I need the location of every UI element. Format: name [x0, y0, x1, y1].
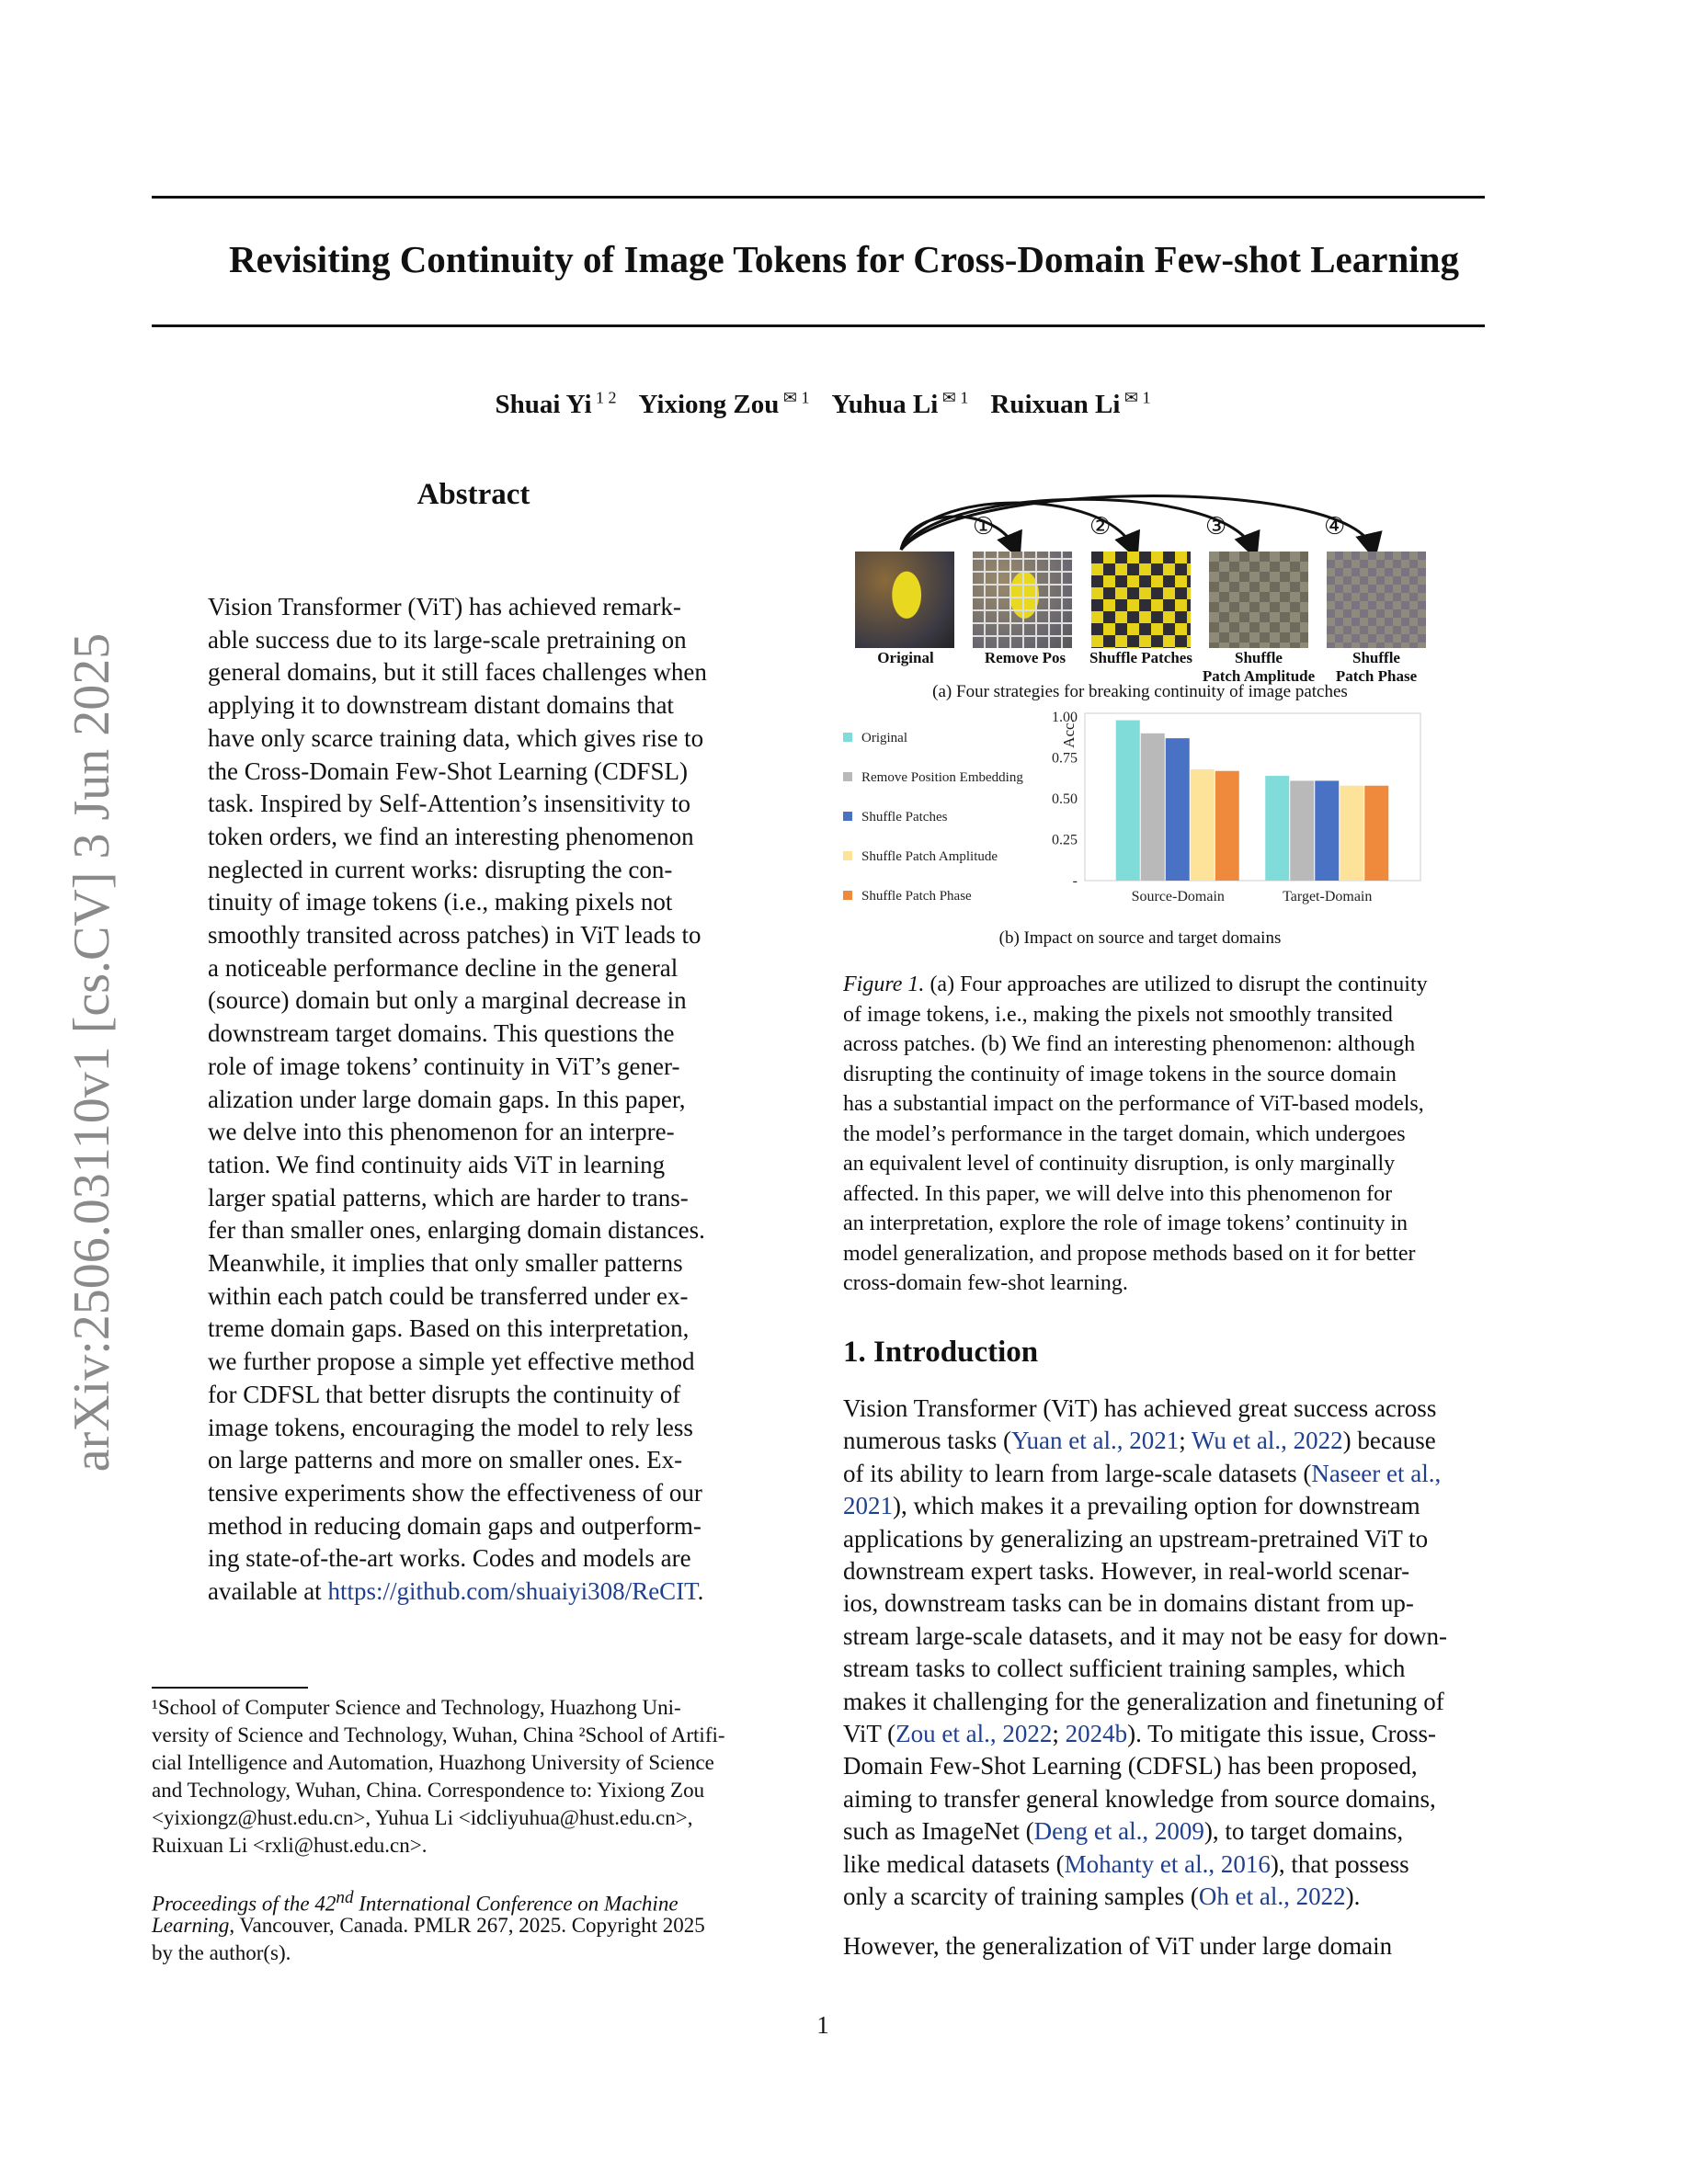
- subfigure-caption-a: (a) Four strategies for breaking continuity of image patches: [932, 682, 1348, 701]
- abstract-heading: Abstract: [416, 478, 530, 511]
- abstract-line-last: [208, 1575, 703, 1608]
- abstract-line: general domains, but it still faces challenges when: [208, 658, 707, 687]
- citation-link[interactable]: Naseer et al.,: [1311, 1459, 1442, 1487]
- y-tick-label: 0.25: [1052, 832, 1078, 848]
- accuracy-bar-chart: [841, 708, 1439, 917]
- intro-text: makes it challenging for the generalization and finetuning of: [843, 1687, 1444, 1715]
- page-number: 1: [816, 2011, 829, 2039]
- arrow-4: [901, 496, 1373, 551]
- thumb-label-remove-pos: Remove Pos: [984, 649, 1066, 666]
- x-tick-label: Source-Domain: [1131, 889, 1225, 904]
- bar-shuffle-patch-phase-target: [1364, 786, 1388, 881]
- legend-swatch: [843, 733, 852, 742]
- author-3: [831, 390, 968, 419]
- chart-canvas: [841, 708, 1439, 917]
- intro-line: [843, 1815, 1403, 1848]
- abstract-line: able success due to its large-scale pretraining on: [208, 625, 687, 654]
- abstract-line: downstream target domains. This questions the: [208, 1019, 675, 1048]
- abstract-text: .: [697, 1577, 704, 1605]
- citation-link[interactable]: Oh et al., 2022: [1198, 1883, 1346, 1910]
- bar-shuffle-patch-phase-source: [1215, 771, 1239, 881]
- author-2: [639, 390, 810, 419]
- intro-text: stream tasks to collect sufficient training samples, which: [843, 1655, 1406, 1683]
- intro-text: applications by generalizing an upstream-pretrained ViT to: [843, 1524, 1429, 1553]
- footnote-rule: [152, 1687, 308, 1689]
- y-tick-label: -: [1072, 873, 1078, 889]
- proceedings-italic: International Conference on Machine: [353, 1892, 679, 1916]
- intro-line: [843, 1783, 1436, 1815]
- code-repository-link[interactable]: https://github.com/shuaiyi308/ReCIT: [327, 1577, 698, 1605]
- legend-swatch: [843, 851, 852, 860]
- legend-label: Original: [861, 731, 907, 745]
- footnote-line: <yixiongz@hust.edu.cn>, Yuhua Li <idcliyuhua@hust.edu.cn>,: [152, 1806, 693, 1829]
- figure-caption-line: the model’s performance in the target domain, which undergoes: [843, 1121, 1406, 1146]
- abstract-line: have only scarce training data, which gives rise to: [208, 723, 704, 752]
- abstract-line: fer than smaller ones, enlarging domain distances.: [208, 1216, 705, 1245]
- author-affiliation-mark: ✉ 1: [779, 388, 810, 406]
- intro-line: [843, 1653, 1405, 1685]
- intro-line: [843, 1686, 1444, 1718]
- title-bottom-rule: [152, 324, 1485, 327]
- original-image-thumb: [855, 552, 954, 648]
- figure-label: Figure 1.: [843, 973, 930, 996]
- citation-link[interactable]: Zou et al., 2022: [895, 1720, 1053, 1747]
- intro-line: [843, 1523, 1428, 1555]
- abstract-line: task. Inspired by Self-Attention’s insensitivity to: [208, 790, 690, 818]
- intro-text: ), which makes it a prevailing option for downstream: [893, 1492, 1420, 1520]
- author-name: Yixiong Zou: [638, 389, 780, 419]
- bar-remove-position-embedding-target: [1290, 780, 1314, 881]
- intro-text: Vision Transformer (ViT) has achieved great success across: [843, 1394, 1437, 1422]
- x-tick-label: Target-Domain: [1283, 889, 1373, 904]
- footnote-line: versity of Science and Technology, Wuhan, China ²School of Artifi-: [152, 1723, 725, 1746]
- arrow-3: [901, 499, 1253, 550]
- thumb-label-shuffle-phase: Shuffle Patch Phase: [1335, 649, 1418, 685]
- bar-original-source: [1116, 721, 1140, 881]
- intro-line: [843, 1848, 1409, 1881]
- abstract-line: smoothly transited across patches) in ViT leads to: [208, 921, 701, 949]
- figure-caption-text: (a) Four approaches are utilized to disrupt the continuity: [930, 973, 1428, 996]
- legend-swatch: [843, 891, 852, 900]
- legend-label: Shuffle Patch Amplitude: [861, 849, 998, 864]
- abstract-line: we delve into this phenomenon for an interpre-: [208, 1118, 675, 1146]
- abstract-line: image tokens, encouraging the model to rely less: [208, 1413, 693, 1441]
- abstract-line: for CDFSL that better disrupts the continuity of: [208, 1380, 681, 1408]
- intro-text: ), to target domains,: [1203, 1817, 1404, 1846]
- thumb-label-shuffle-patches: Shuffle Patches: [1089, 649, 1192, 666]
- intro-line: [843, 1750, 1418, 1782]
- intro-text: such as ImageNet (: [843, 1817, 1034, 1846]
- abstract-line: we further propose a simple yet effective method: [208, 1348, 695, 1376]
- strategy-number-3: ③: [1205, 513, 1227, 540]
- bar-remove-position-embedding-source: [1141, 734, 1165, 881]
- figure-caption-line: an interpretation, explore the role of image tokens’ continuity in: [843, 1211, 1409, 1235]
- intro-line: [843, 1555, 1409, 1587]
- figure-caption-line: of image tokens, i.e., making the pixels not smoothly transited: [843, 1002, 1393, 1027]
- intro-text: of its ability to learn from large-scale datasets (: [843, 1459, 1312, 1487]
- y-tick-label: 0.50: [1052, 791, 1078, 807]
- footnote-line: and Technology, Wuhan, China. Correspondence to: Yixiong Zou: [152, 1779, 705, 1802]
- abstract-line: tation. We find continuity aids ViT in learning: [208, 1150, 666, 1178]
- proceedings-italic: Proceedings of the 42: [152, 1892, 336, 1916]
- intro-text: ) because: [1342, 1427, 1436, 1455]
- subfigure-caption-b: (b) Impact on source and target domains: [998, 928, 1282, 948]
- bar-shuffle-patches-target: [1315, 780, 1339, 881]
- author-name: Yuhua Li: [831, 389, 939, 419]
- intro-text: ViT (: [843, 1720, 896, 1747]
- strategy-number-4: ④: [1324, 513, 1346, 540]
- abstract-line: Meanwhile, it implies that only smaller patterns: [208, 1249, 683, 1277]
- introduction-paragraph-2: However, the generalization of ViT under large domain: [843, 1932, 1393, 1960]
- figure-caption-line: has a substantial impact on the performance of ViT-based models,: [843, 1092, 1424, 1116]
- strategy-number-2: ②: [1089, 513, 1112, 540]
- proceedings-line: [152, 1912, 705, 1939]
- shuffle-phase-thumb: [1327, 552, 1426, 648]
- proceedings-italic: Learning: [152, 1914, 230, 1937]
- intro-text: ;: [1179, 1427, 1192, 1455]
- ordinal-suffix: nd: [336, 1888, 354, 1907]
- author-affiliation-mark: 1 2: [591, 388, 617, 406]
- intro-text: like medical datasets (: [843, 1849, 1065, 1878]
- footnote-line: ¹School of Computer Science and Technology, Huazhong Uni-: [152, 1696, 681, 1719]
- citation-link[interactable]: 2021: [843, 1492, 893, 1520]
- abstract-line: role of image tokens’ continuity in ViT’s gener-: [208, 1052, 680, 1080]
- abstract-line: neglected in current works: disrupting the con-: [208, 855, 673, 883]
- bar-shuffle-patch-amplitude-source: [1191, 769, 1215, 881]
- intro-line: [843, 1718, 1436, 1750]
- abstract-line: Vision Transformer (ViT) has achieved remark-: [208, 593, 681, 620]
- abstract-line: treme domain gaps. Based on this interpretation,: [208, 1314, 690, 1343]
- intro-text: ios, downstream tasks can be in domains distant from up-: [843, 1589, 1414, 1618]
- legend-swatch: [843, 812, 852, 821]
- bar-shuffle-patches-source: [1166, 738, 1190, 881]
- citation-link[interactable]: Yuan et al., 2021: [1010, 1427, 1180, 1455]
- strategy-arrows: [841, 478, 1439, 561]
- abstract-line: on large patterns and more on smaller ones. Ex-: [208, 1446, 683, 1474]
- bar-shuffle-patch-amplitude-target: [1340, 786, 1363, 881]
- intro-line: [843, 1490, 1420, 1522]
- intro-text: Domain Few-Shot Learning (CDFSL) has been proposed,: [843, 1752, 1418, 1780]
- author-affiliation-mark: ✉ 1: [938, 388, 969, 406]
- footnote-line: cial Intelligence and Automation, Huazhong University of Science: [152, 1751, 714, 1774]
- abstract-line: token orders, we find an interesting phenomenon: [208, 822, 694, 850]
- intro-text: ). To mitigate this issue, Cross-: [1127, 1720, 1436, 1747]
- legend-label: Remove Position Embedding: [861, 770, 1023, 785]
- author-name: Shuai Yi: [495, 389, 592, 419]
- shuffle-patches-thumb: [1091, 552, 1191, 648]
- figure-caption-line: [843, 970, 1428, 1000]
- thumb-label-original: Original: [877, 649, 934, 666]
- figure-caption-line: across patches. (b) We find an interesting phenomenon: although: [843, 1032, 1416, 1056]
- figure-caption-line: affected. In this paper, we will delve into this phenomenon for: [843, 1181, 1393, 1206]
- author-list: [0, 388, 1646, 420]
- abstract-line: ing state-of-the-art works. Codes and models are: [208, 1544, 691, 1573]
- abstract-line: tensive experiments show the effectiveness of our: [208, 1478, 702, 1507]
- figure-caption-line: cross-domain few-shot learning.: [843, 1271, 1128, 1295]
- strategy-number-1: ①: [973, 513, 995, 540]
- intro-line: [843, 1393, 1436, 1425]
- abstract-line: method in reducing domain gaps and outperform-: [208, 1511, 701, 1540]
- intro-text: ).: [1345, 1883, 1361, 1910]
- proceedings-text: , Vancouver, Canada. PMLR 267, 2025. Copyright 2025: [229, 1914, 705, 1937]
- abstract-line: the Cross-Domain Few-Shot Learning (CDFSL): [208, 756, 688, 785]
- figure-caption-line: model generalization, and propose methods based on it for better: [843, 1241, 1416, 1266]
- section-heading-introduction: 1. Introduction: [843, 1336, 1039, 1369]
- citation-link[interactable]: 2024b: [1065, 1720, 1128, 1747]
- intro-text: ;: [1052, 1720, 1066, 1747]
- author-affiliation-mark: ✉ 1: [1120, 388, 1151, 406]
- abstract-line: alization under large domain gaps. In this paper,: [208, 1085, 686, 1113]
- citation-link[interactable]: Wu et al., 2022: [1191, 1427, 1343, 1455]
- abstract-line: within each patch could be transferred under ex-: [208, 1281, 689, 1310]
- legend-swatch: [843, 772, 852, 781]
- intro-line: [843, 1621, 1447, 1653]
- abstract-line: a noticeable performance decline in the general: [208, 953, 679, 982]
- figure-caption-line: an equivalent level of continuity disruption, is only marginally: [843, 1152, 1396, 1176]
- y-axis-label: Acc.: [1060, 719, 1078, 748]
- intro-line: [843, 1425, 1436, 1457]
- author-4: [990, 390, 1150, 419]
- author-1: [495, 390, 616, 419]
- abstract-line: larger spatial patterns, which are harder to trans-: [208, 1183, 689, 1211]
- intro-text: downstream expert tasks. However, in real-world scenar-: [843, 1557, 1410, 1585]
- figure-caption-line: disrupting the continuity of image tokens in the source domain: [843, 1062, 1397, 1086]
- citation-link[interactable]: Deng et al., 2009: [1033, 1817, 1204, 1846]
- abstract-line: (source) domain but only a marginal decrease in: [208, 986, 687, 1015]
- y-tick-label: 1.00: [1052, 710, 1078, 725]
- y-tick-label: 0.75: [1052, 750, 1078, 767]
- proceedings-line: by the author(s).: [152, 1941, 291, 1964]
- intro-text: stream large-scale datasets, and it may not be easy for down-: [843, 1621, 1448, 1650]
- legend-label: Shuffle Patches: [861, 810, 948, 825]
- thumb-label-shuffle-amplitude: Shuffle Patch Amplitude: [1202, 649, 1316, 685]
- intro-text: aiming to transfer general knowledge from source domains,: [843, 1784, 1436, 1813]
- abstract-text: available at: [208, 1577, 328, 1605]
- legend-label: Shuffle Patch Phase: [861, 889, 972, 904]
- intro-text: ), that possess: [1270, 1849, 1409, 1878]
- bar-original-target: [1265, 776, 1289, 881]
- footnote-line: Ruixuan Li <rxli@hust.edu.cn>.: [152, 1834, 428, 1857]
- remove-pos-thumb: [973, 552, 1072, 648]
- figure-strategies: [841, 478, 1439, 708]
- title-top-rule: [152, 196, 1485, 199]
- shuffle-amplitude-thumb: [1209, 552, 1308, 648]
- abstract-line: applying it to downstream distant domains that: [208, 691, 674, 720]
- author-name: Ruixuan Li: [990, 389, 1121, 419]
- intro-text: only a scarcity of training samples (: [843, 1883, 1199, 1910]
- intro-line: [843, 1881, 1360, 1913]
- intro-text: numerous tasks (: [843, 1427, 1011, 1455]
- citation-link[interactable]: Mohanty et al., 2016: [1064, 1849, 1271, 1878]
- paper-title: Revisiting Continuity of Image Tokens for Cross-Domain Few-shot Learning: [229, 238, 1459, 280]
- intro-line: [843, 1458, 1441, 1490]
- abstract-line: tinuity of image tokens (i.e., making pixels not: [208, 888, 673, 916]
- intro-line: [843, 1587, 1414, 1620]
